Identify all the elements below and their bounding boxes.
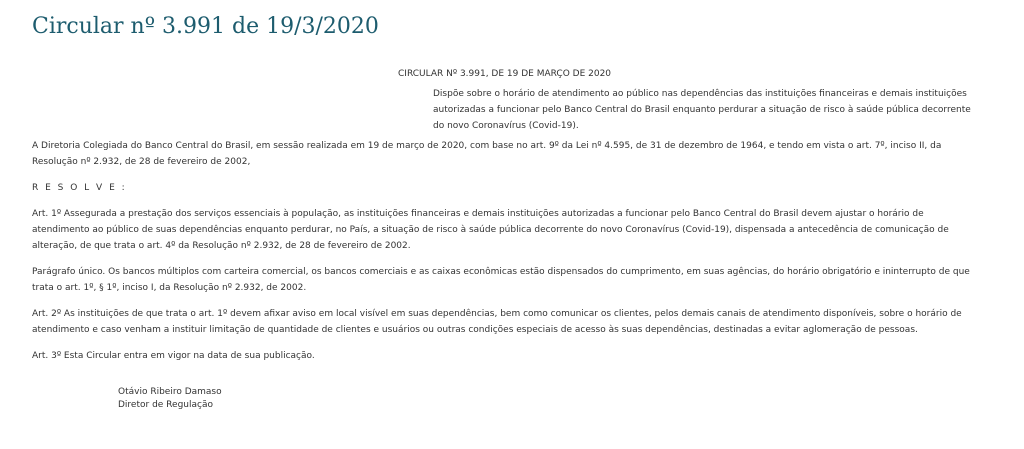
- page-title: Circular nº 3.991 de 19/3/2020: [32, 14, 379, 39]
- signatory-name: Otávio Ribeiro Damaso: [118, 387, 222, 397]
- preamble-paragraph: A Diretoria Colegiada do Banco Central do Brasil, em sessão realizada em 19 de março de 2020, com base no art. 9º da Lei nº 4.595, de 31 de dezembro de 1964, e tendo em vista o art. 7º, inciso II, da Resolução nº 2.932, de 28 de fevereiro de 2002,: [32, 141, 942, 167]
- signatory-role: Diretor de Regulação: [118, 400, 213, 410]
- signature-block: [32, 386, 982, 412]
- document-ementa: Dispõe sobre o horário de atendimento ao público nas dependências das instituições financeiras e demais instituições autorizadas a funcionar pelo Banco Central do Brasil enquanto perdurar a situação de risco à saúde pública decorrente do novo Coronavírus (Covid-19).: [433, 89, 971, 131]
- document-header: CIRCULAR Nº 3.991, DE 19 DE MARÇO DE 2020: [398, 69, 612, 79]
- article-3: Art. 3º Esta Circular entra em vigor na data de sua publicação.: [32, 351, 315, 361]
- resolve-heading: R E S O L V E :: [32, 183, 127, 193]
- document-body: [32, 66, 982, 412]
- article-1: Art. 1º Assegurada a prestação dos serviços essenciais à população, as instituições financeiras e demais instituições autorizadas a funcionar pelo Banco Central do Brasil devem ajustar o horário de atendimento ao público de suas dependências enquanto perdurar, no País, a situação de risco à saúde pública decorrente do novo Coronavírus (Covid-19), dispensada a antecedência de comunicação de alteração, de que trata o art. 4º da Resolução nº 2.932, de 28 de fevereiro de 2002.: [32, 209, 949, 251]
- article-2: Art. 2º As instituições de que trata o art. 1º devem afixar aviso em local visível em suas dependências, bem como comunicar os clientes, pelos demais canais de atendimento disponíveis, sobre o horário de atendimento e caso venham a instituir limitação de quantidade de clientes e usuários ou outras condições especiais de acesso às suas dependências, destinadas a evitar aglomeração de pessoas.: [32, 309, 962, 335]
- paragrafo-unico: Parágrafo único. Os bancos múltiplos com carteira comercial, os bancos comerciais e as caixas econômicas estão dispensados do cumprimento, em suas agências, do horário obrigatório e ininterrupto de que trata o art. 1º, § 1º, inciso I, da Resolução nº 2.932, de 2002.: [32, 267, 970, 293]
